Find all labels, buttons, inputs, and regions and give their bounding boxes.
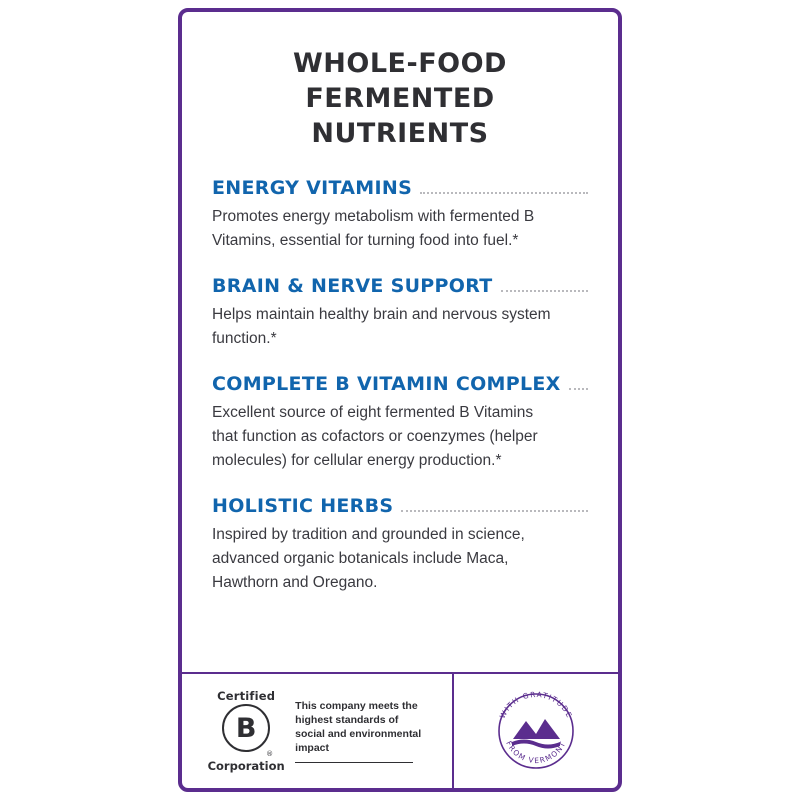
vermont-gratitude-seal xyxy=(488,683,584,779)
bcorp-logo-icon xyxy=(207,689,285,773)
vermont-seal-area xyxy=(452,674,618,788)
bcorp-statement-block xyxy=(295,699,427,764)
bcorp-divider xyxy=(295,762,413,763)
label-footer xyxy=(182,672,618,788)
section-energy-vitamins xyxy=(212,177,588,253)
bcorp-logo-group xyxy=(207,689,427,773)
section-header xyxy=(212,373,588,395)
section-brain-nerve-support xyxy=(212,275,588,351)
seal-bottom-text: FROM VERMONT xyxy=(504,739,568,766)
section-title: HOLISTIC HERBS xyxy=(212,495,394,518)
bcorp-registered-mark: ® xyxy=(266,750,274,758)
section-header xyxy=(212,275,588,297)
dotted-rule xyxy=(501,288,588,292)
seal-top-text: WITH GRATITUDE xyxy=(497,689,575,720)
bcorp-statement: This company meets the highest standards of social and environmental impact xyxy=(295,699,422,755)
mountain-icon xyxy=(512,719,560,749)
section-holistic-herbs xyxy=(212,495,588,595)
bcorp-certified-label: Certified xyxy=(217,689,276,703)
page-title-line-2: FERMENTED NUTRIENTS xyxy=(305,83,495,150)
dotted-rule xyxy=(420,190,588,194)
product-label-panel xyxy=(178,8,622,792)
page-title-line-1: WHOLE-FOOD xyxy=(293,48,507,79)
section-body: Promotes energy metabolism with fermented B Vitamins, essential for turning food into fuel.* xyxy=(212,208,535,250)
section-title: ENERGY VITAMINS xyxy=(212,177,413,200)
label-content xyxy=(182,12,618,595)
seal-graphic xyxy=(488,683,584,779)
section-title: COMPLETE B VITAMIN COMPLEX xyxy=(212,373,561,396)
section-header xyxy=(212,177,588,199)
section-title: BRAIN & NERVE SUPPORT xyxy=(212,275,493,298)
dotted-rule xyxy=(569,386,588,390)
section-body: Helps maintain healthy brain and nervous system function.* xyxy=(212,306,551,348)
bcorp-letter: B xyxy=(222,704,270,752)
page-title xyxy=(212,46,588,151)
section-complete-b-vitamin-complex xyxy=(212,373,588,473)
bcorp-corporation-label: Corporation xyxy=(207,759,285,773)
section-body: Excellent source of eight fermented B Vitamins that function as cofactors or coenzymes (helper molecules) for cellular energy production.* xyxy=(212,404,538,470)
bcorp-certification xyxy=(182,674,452,788)
section-header xyxy=(212,495,588,517)
section-body: Inspired by tradition and grounded in science, advanced organic botanicals include Maca, Hawthorn and Oregano. xyxy=(212,526,525,592)
dotted-rule xyxy=(401,508,588,512)
